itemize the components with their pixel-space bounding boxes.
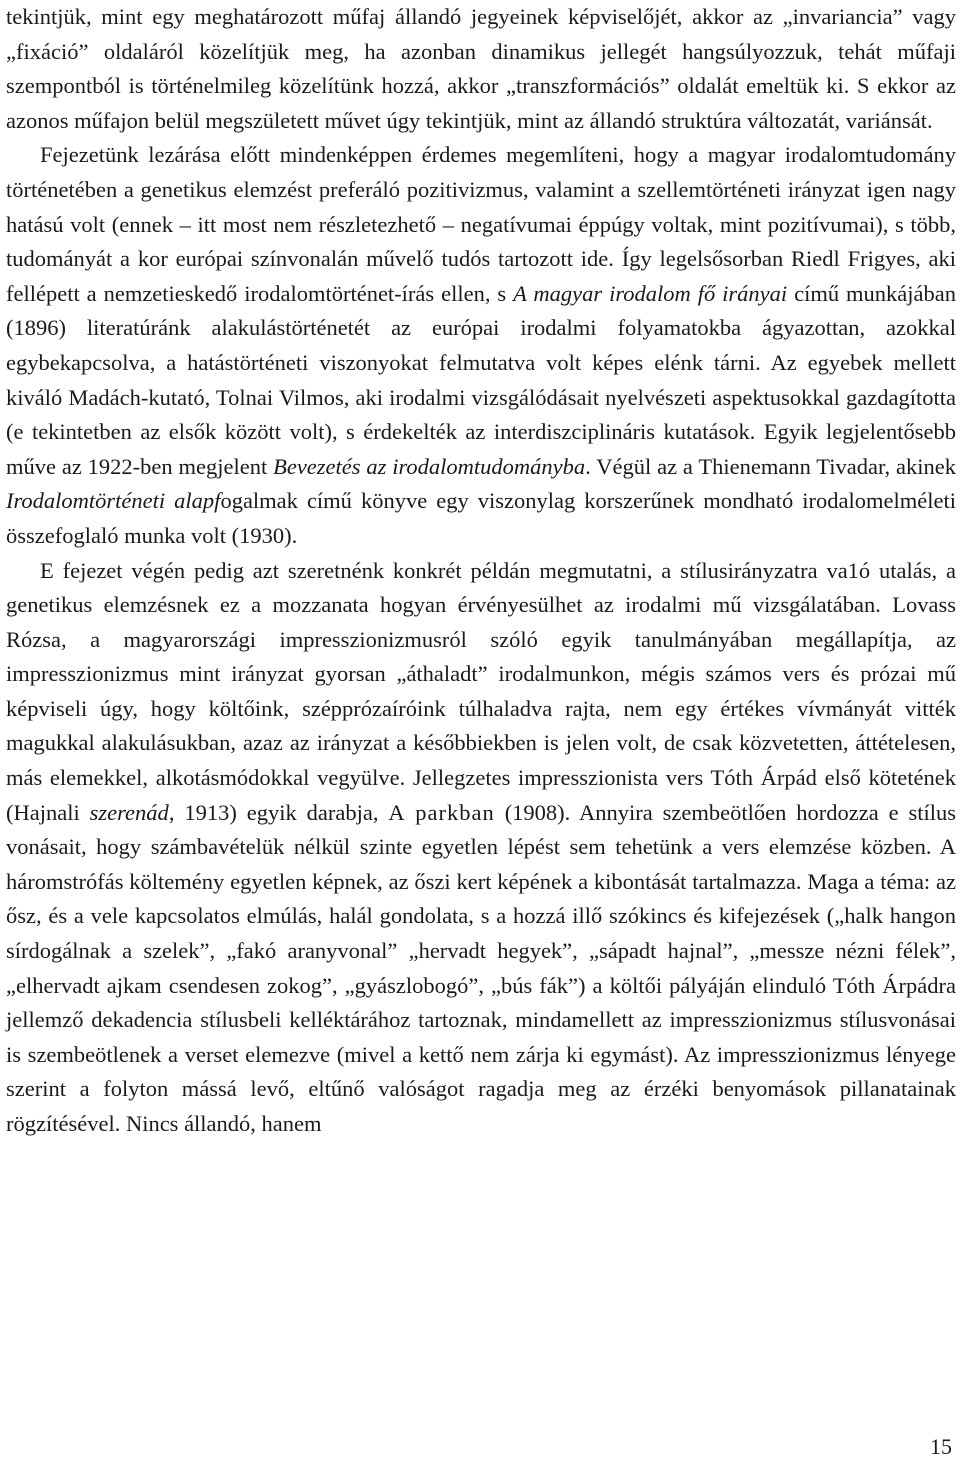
- text-run: E fejezet végén pedig azt szeretnénk konkrét példán megmutatni, a stílusirányzatra va1ó utalás, a genetikus elemzésnek ez a mozzanata hogyan érvényesülhet az irodalmi mű vizsgálatában. Lovass Rózsa, a magyarországi impresszionizmusról szóló egyik tanulmányában megállapítja, az impresszionizmus mint irányzat gyorsan „áthaladt” irodalmunkon, mégis számos vers és prózai mű képviseli úgy, hogy költőink, szépprózaíróink túlhaladva rajta, nem egy értékes vívmányát vitték magukkal alakulásukban, azaz az irányzat a későbbiekben is jelen volt, de csak közvetetten, áttételesen, más elemekkel, alkotásmódokkal vegyülve. Jellegzetes impresszionista vers Tóth Árpád első kötetének (Hajnali: [6, 557, 956, 825]
- text-run: . Végül az a Thienemann Tivadar, akinek: [585, 453, 956, 479]
- text-run: , 1913) egyik darabja,: [168, 799, 389, 825]
- spaced-title: A parkban: [388, 799, 495, 825]
- paragraph-3: [6, 554, 956, 1142]
- paragraph-1: [6, 0, 956, 138]
- text-run: ogalmak című könyve egy viszonylag korszerűnek mondható irodalomelméleti összefoglaló munka volt (1930).: [6, 488, 956, 548]
- italic-title: Bevezetés az irodalomtudományba: [273, 453, 586, 479]
- italic-title: A magyar irodalom fő irányai: [513, 280, 788, 306]
- text-run: Fejezetünk lezárása előtt mindenképpen érdemes megemlíteni, hogy a magyar irodalomtudomány történetében a genetikus elemzést preferáló pozitivizmus, valamint a szellemtörténeti irányzat igen nagy hatású volt (ennek – itt most nem részletezhető – negatívumai éppúgy voltak, mint pozitívumai), s több, tudományát a kor európai színvonalán művelő tudós tartozott ide. Így legelsősorban Riedl Frigyes, aki fellépett a nemzetieskedő irodalomtörténet-írás ellen, s: [6, 142, 956, 306]
- text-run: (1908). Annyira szembeötlően hordozza e stílus vonásait, hogy számbavételük nélkül szinte egyetlen lépést sem tehetünk a vers elemzése közben. A háromstrófás költemény egyetlen képnek, az őszi kert képének a kibontását tartalmazza. Maga a téma: az ősz, és a vele kapcsolatos elmúlás, halál gondolata, s a hozzá illő szókincs és kifejezések („halk hangon sírdogálnak a szelek”, „fakó aranyvonal” „hervadt hegyek”, „sápadt hajnal”, „messze nézni félek”, „elhervadt ajkam csendesen zokog”, „gyászlobogó”, „bús fák”) a költői pályáján elinduló Tóth Árpádra jellemző dekadencia stílusbeli kelléktárához tartoznak, mindamellett az impresszionizmus stílusvonásai is szembeötlenek a verset elemezve (mivel a kettő nem zárja ki egymást). Az impresszionizmus lényege szerint a folyton mássá levő, eltűnő valóságot ragadja meg az érzéki benyomások pillanatainak rögzítésével. Nincs állandó, hanem: [6, 799, 957, 1136]
- body-text: [6, 0, 956, 1142]
- page-number: 15: [930, 1434, 952, 1459]
- italic-title: szerenád: [89, 799, 169, 825]
- text-run: című munkájában (1896) literatúránk alakulástörténetét az európai irodalmi folyamatokba ágyazottan, azokkal egybekapcsolva, a hatástörténeti viszonyokat felmutatva volt képes elénk tárni. Az egyebek mellett kiváló Madách-kutató, Tolnai Vilmos, aki irodalmi vizsgálódásait nyelvészeti aspektusokkal gazdagította (e tekintetben az elsők között volt), s érdekelték az interdiszciplináris kutatások. Egyik legjelentősebb műve az 1922-ben megjelent: [6, 280, 957, 479]
- italic-title: Irodalomtörténeti alapf: [6, 488, 221, 514]
- document-page: [6, 0, 956, 1142]
- paragraph-2: [6, 138, 956, 553]
- text-run: tekintjük, mint egy meghatározott műfaj állandó jegyeinek képviselőjét, akkor az „invariancia” vagy „fixáció” oldaláról közelítjük meg, ha azonban dinamikus jellegét hangsúlyozzuk, tehát műfaji szempontból is történelmileg közelítünk hozzá, akkor „transzformációs” oldalát emeltük ki. S ekkor az azonos műfajon belül megszületett művet úgy tekintjük, mint az állandó struktúra változatát, variánsát.: [6, 4, 956, 133]
